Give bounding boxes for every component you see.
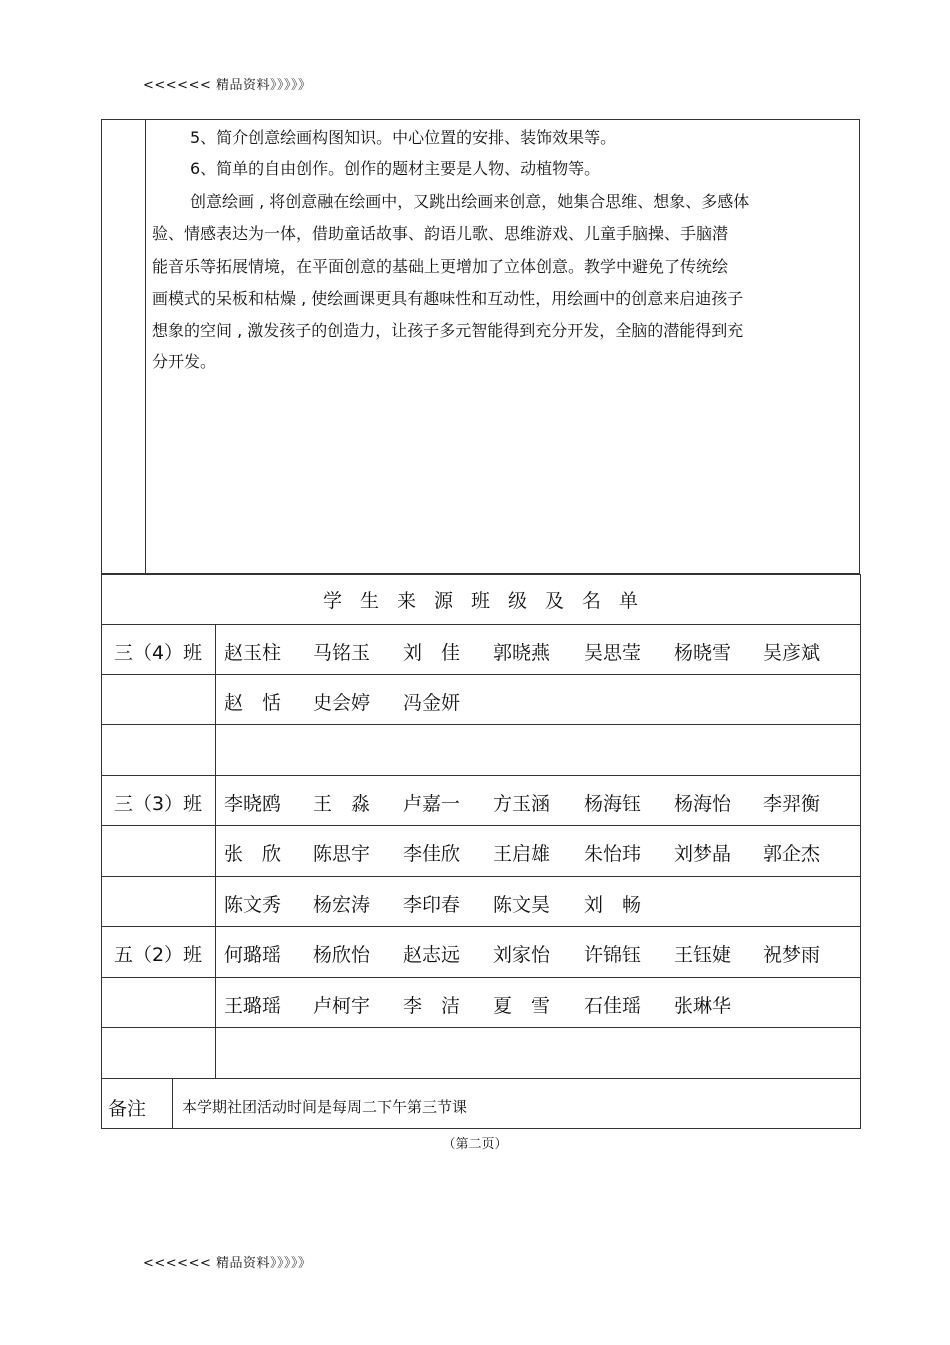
student-name: 史会婷 [313, 692, 371, 714]
student-name: 方玉涵 [493, 793, 551, 815]
student-name: 卢柯宇 [313, 995, 371, 1017]
student-name: 李佳欣 [403, 843, 461, 865]
content-line: 创意绘画 , 将创意融在绘画中，又跳出绘画来创意，她集合思维、想象、多感体 [190, 192, 750, 211]
student-name: 杨宏涛 [313, 894, 371, 916]
student-name: 王 淼 [313, 793, 371, 815]
page-number: （第二页） [442, 1137, 508, 1152]
remark-label: 备注 [108, 1098, 147, 1120]
student-name: 陈文秀 [224, 894, 282, 916]
student-name: 赵玉柱 [224, 642, 282, 664]
student-name: 杨欣怡 [313, 944, 371, 966]
content-line: 5、简介创意绘画构图知识。中心位置的安排、装饰效果等。 [190, 128, 617, 147]
student-name: 陈文昊 [493, 894, 551, 916]
student-name: 石佳瑶 [584, 995, 642, 1017]
content-line: 验、情感表达为一体，借助童话故事、韵语儿歌、思维游戏、儿童手脑操、手脑潜 [152, 224, 729, 243]
content-divider [145, 120, 146, 573]
class-label: 五（2）班 [113, 944, 203, 966]
student-name: 朱怡玮 [584, 843, 642, 865]
student-name: 吴彦斌 [763, 642, 821, 664]
student-name: 冯金妍 [403, 692, 461, 714]
remark-text: 本学期社团活动时间是每周二下午第三节课 [182, 1098, 468, 1116]
table-rule [101, 1128, 860, 1129]
content-box [101, 119, 860, 574]
student-name: 刘 畅 [584, 894, 642, 916]
student-name: 赵志远 [403, 944, 461, 966]
section-title: 学生来源班级及名单 [322, 589, 656, 612]
student-name: 李羿衡 [763, 793, 821, 815]
content-line: 6、简单的自由创作。创作的题材主要是人物、动植物等。 [190, 159, 601, 178]
student-name: 赵 恬 [224, 692, 282, 714]
student-name: 王璐瑶 [224, 995, 282, 1017]
class-label: 三（3）班 [113, 793, 203, 815]
student-name: 王钰婕 [674, 944, 732, 966]
student-name: 刘家怡 [493, 944, 551, 966]
page-header: <<<<<< 精品资料》》》》》 [143, 78, 312, 93]
student-name: 祝梦雨 [763, 944, 821, 966]
table-rule [101, 1078, 860, 1079]
student-name: 郭晓燕 [493, 642, 551, 664]
student-name: 杨晓雪 [674, 642, 732, 664]
student-name: 何璐瑶 [224, 944, 282, 966]
content-line: 想象的空间 , 激发孩子的创造力，让孩子多元智能得到充分开发，全脑的潜能得到充 [152, 321, 744, 340]
student-name: 刘 佳 [403, 642, 461, 664]
content-line: 画模式的呆板和枯燥 , 使绘画课更具有趣味性和互动性，用绘画中的创意来启迪孩子 [152, 289, 744, 308]
student-name: 卢嘉一 [403, 793, 461, 815]
content-line: 分开发。 [152, 352, 217, 371]
student-name: 杨海怡 [674, 793, 732, 815]
student-name: 郭企杰 [763, 843, 821, 865]
student-name: 刘梦晶 [674, 843, 732, 865]
student-name: 李印春 [403, 894, 461, 916]
page-footer: <<<<<< 精品资料》》》》》 [143, 1256, 312, 1271]
student-name: 杨海钰 [584, 793, 642, 815]
student-name: 陈思宇 [313, 843, 371, 865]
student-name: 许锦钰 [584, 944, 642, 966]
student-name: 张 欣 [224, 843, 282, 865]
remark-divider [172, 1078, 173, 1128]
student-name: 张琳华 [674, 995, 732, 1017]
student-name: 李 洁 [403, 995, 461, 1017]
student-name: 夏 雪 [493, 995, 551, 1017]
label-column-divider [215, 624, 216, 1078]
class-label: 三（4）班 [113, 642, 203, 664]
student-name: 马铭玉 [313, 642, 371, 664]
student-name: 吴思莹 [584, 642, 642, 664]
table-border-right [860, 574, 861, 1129]
student-name: 李晓鸥 [224, 793, 282, 815]
content-line: 能音乐等拓展情境，在平面创意的基础上更增加了立体创意。教学中避免了传统绘 [152, 257, 729, 276]
student-name: 王启雄 [493, 843, 551, 865]
